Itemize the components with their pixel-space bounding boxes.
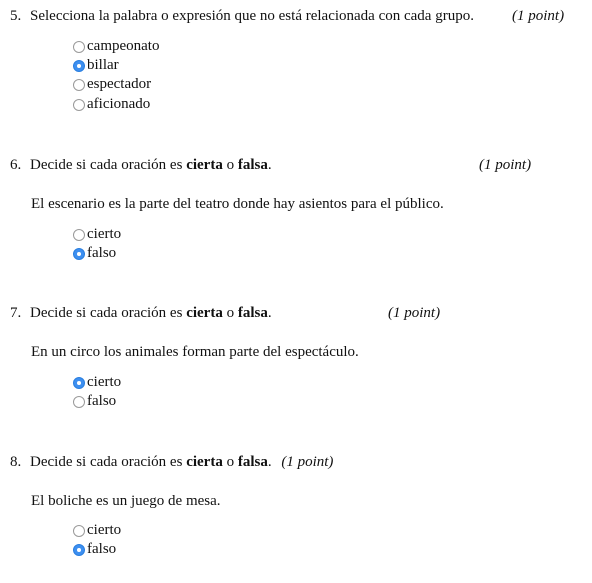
option-label: falso	[87, 245, 117, 261]
question-6-prompt	[10, 156, 272, 174]
option-aficionado[interactable]	[73, 95, 150, 114]
radio-button[interactable]	[73, 79, 85, 91]
question-text-bold-falsa: falsa	[237, 157, 268, 173]
radio-button[interactable]	[73, 41, 85, 53]
radio-button[interactable]	[73, 544, 85, 556]
question-text-bold-falsa: falsa	[237, 305, 268, 321]
option-cierto[interactable]	[73, 225, 121, 244]
question-points: (1 point)	[281, 454, 334, 470]
option-label: campeonato	[87, 38, 160, 54]
option-label: cierto	[87, 522, 122, 538]
radio-button[interactable]	[73, 396, 85, 408]
option-billar[interactable]	[73, 56, 119, 75]
option-espectador[interactable]	[73, 75, 151, 94]
question-7-prompt	[10, 304, 272, 322]
radio-button[interactable]	[73, 99, 85, 111]
question-points: (1 point)	[512, 8, 565, 24]
question-text-mid: o	[222, 305, 238, 321]
option-label: billar	[87, 57, 119, 73]
option-cierto[interactable]	[73, 373, 121, 392]
question-text-pre: Decide si cada oración es	[30, 157, 187, 173]
statement-text: El escenario es la parte del teatro donde hay asientos para el público.	[31, 196, 444, 212]
radio-button[interactable]	[73, 248, 85, 260]
option-cierto[interactable]	[73, 521, 121, 540]
option-label: cierto	[87, 374, 122, 390]
question-points: (1 point)	[388, 305, 441, 321]
option-falso[interactable]	[73, 244, 116, 263]
option-label: aficionado	[87, 96, 151, 112]
statement-text: El boliche es un juego de mesa.	[31, 493, 221, 509]
question-text-mid: o	[222, 157, 238, 173]
question-text-post: .	[267, 157, 272, 173]
question-number: 8.	[10, 454, 22, 470]
question-text-pre: Decide si cada oración es	[30, 305, 187, 321]
option-campeonato[interactable]	[73, 37, 159, 56]
question-text-bold-cierta: cierta	[186, 157, 223, 173]
question-text-bold-cierta: cierta	[186, 454, 223, 470]
radio-button[interactable]	[73, 525, 85, 537]
question-text-mid: o	[222, 454, 238, 470]
option-label: falso	[87, 541, 117, 557]
question-text-pre: Decide si cada oración es	[30, 454, 187, 470]
option-falso[interactable]	[73, 392, 116, 411]
question-8-prompt	[10, 453, 333, 471]
statement-text: En un circo los animales forman parte del espectáculo.	[31, 344, 359, 360]
question-number: 7.	[10, 305, 22, 321]
question-text-post: .	[267, 305, 272, 321]
option-label: cierto	[87, 226, 122, 242]
question-text-post: .	[267, 454, 272, 470]
question-text-bold-falsa: falsa	[237, 454, 268, 470]
radio-button[interactable]	[73, 377, 85, 389]
radio-button[interactable]	[73, 229, 85, 241]
option-label: falso	[87, 393, 117, 409]
question-points: (1 point)	[479, 157, 532, 173]
radio-button[interactable]	[73, 60, 85, 72]
option-falso[interactable]	[73, 540, 116, 559]
question-text: Selecciona la palabra o expresión que no está relacionada con cada grupo.	[30, 8, 474, 24]
question-number: 5.	[10, 8, 22, 24]
question-text-bold-cierta: cierta	[186, 305, 223, 321]
option-label: espectador	[87, 76, 152, 92]
question-5-prompt	[10, 7, 474, 25]
question-number: 6.	[10, 157, 22, 173]
